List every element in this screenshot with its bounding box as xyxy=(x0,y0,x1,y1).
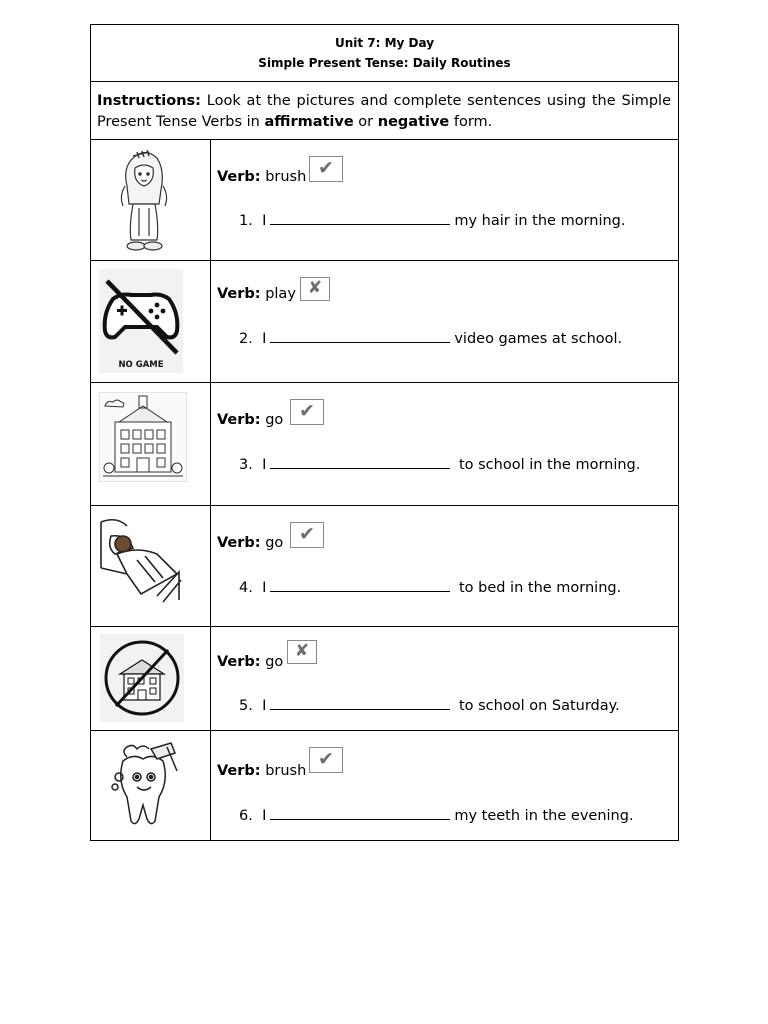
verb-word: play xyxy=(265,286,296,302)
item-number: 1. xyxy=(239,213,253,229)
sentence-subject: I xyxy=(262,808,267,824)
verb-label: Verb: xyxy=(217,169,261,185)
answer-blank[interactable] xyxy=(270,697,450,710)
answer-blank[interactable] xyxy=(270,807,450,820)
sentence xyxy=(239,579,621,596)
verb-label: Verb: xyxy=(217,535,261,551)
instructions-text: Look at the pictures and complete sentences using the Simple Present Tense Verbs in xyxy=(97,93,671,130)
verb-line xyxy=(217,654,283,670)
exercise-row-1 xyxy=(91,140,678,260)
instructions-or: or xyxy=(353,114,378,130)
sentence xyxy=(239,456,640,473)
sentence-subject: I xyxy=(262,698,267,714)
sentence-rest: my hair in the morning. xyxy=(454,213,626,229)
answer-blank[interactable] xyxy=(270,330,450,343)
verb-word: go xyxy=(265,535,284,551)
sentence xyxy=(239,212,626,229)
school-building-icon xyxy=(99,392,187,482)
item-number: 6. xyxy=(239,808,253,824)
exercise-row-4 xyxy=(91,506,678,626)
answer-blank[interactable] xyxy=(270,579,450,592)
instructions-label: Instructions: xyxy=(97,93,201,109)
check-mark-icon: ✔ xyxy=(290,522,324,548)
verb-word: brush xyxy=(265,169,307,185)
picture-no-game xyxy=(91,261,210,382)
affirmative-word: affirmative xyxy=(264,114,354,130)
exercise-row-6 xyxy=(91,731,678,840)
check-mark-icon: ✔ xyxy=(309,156,343,182)
instructions xyxy=(91,82,678,139)
worksheet-header xyxy=(91,25,678,81)
item-number: 2. xyxy=(239,331,253,347)
exercise-row-5 xyxy=(91,627,678,730)
cross-mark-icon: ✘ xyxy=(300,277,330,301)
tooth-brushing-icon xyxy=(107,741,181,831)
exercise-row-3 xyxy=(91,383,678,505)
boy-in-bed-icon xyxy=(97,514,183,604)
verb-label: Verb: xyxy=(217,286,261,302)
sentence-rest: to school in the morning. xyxy=(454,457,641,473)
sentence-rest: to bed in the morning. xyxy=(454,580,622,596)
sentence-rest: video games at school. xyxy=(454,331,623,347)
sentence xyxy=(239,697,620,714)
sentence-rest: my teeth in the evening. xyxy=(454,808,634,824)
verb-word: brush xyxy=(265,763,307,779)
picture-caption: NO GAME xyxy=(118,360,164,370)
sentence-subject: I xyxy=(262,213,267,229)
unit-title: Unit 7: My Day xyxy=(334,36,435,50)
item-number: 5. xyxy=(239,698,253,714)
girl-brushing-hair-icon xyxy=(109,146,179,254)
topic-title: Simple Present Tense: Daily Routines xyxy=(258,56,511,70)
check-mark-icon: ✔ xyxy=(290,399,324,425)
answer-blank[interactable] xyxy=(270,212,450,225)
verb-line xyxy=(217,286,296,302)
worksheet-table xyxy=(90,24,679,841)
verb-label: Verb: xyxy=(217,412,261,428)
sentence xyxy=(239,807,634,824)
verb-label: Verb: xyxy=(217,654,261,670)
sentence-rest: to school on Saturday. xyxy=(454,698,620,714)
sentence-subject: I xyxy=(262,580,267,596)
verb-label: Verb: xyxy=(217,763,261,779)
verb-word: go xyxy=(265,654,284,670)
verb-word: go xyxy=(265,412,284,428)
negative-word: negative xyxy=(377,114,450,130)
no-school-icon xyxy=(100,634,184,722)
sentence xyxy=(239,330,622,347)
picture-school-building xyxy=(91,383,210,505)
verb-line xyxy=(217,412,283,428)
sentence-subject: I xyxy=(262,457,267,473)
sentence-subject: I xyxy=(262,331,267,347)
picture-tooth-brushing xyxy=(91,731,210,840)
answer-blank[interactable] xyxy=(270,456,450,469)
instructions-end: form. xyxy=(449,114,493,130)
verb-line xyxy=(217,535,283,551)
verb-line xyxy=(217,763,306,779)
picture-girl-brushing-hair xyxy=(91,140,210,260)
exercise-row-2 xyxy=(91,261,678,382)
check-mark-icon: ✔ xyxy=(309,747,343,773)
picture-boy-in-bed xyxy=(91,506,210,626)
no-game-icon xyxy=(99,269,183,373)
cross-mark-icon: ✘ xyxy=(287,640,317,664)
picture-no-school xyxy=(91,627,210,730)
verb-line xyxy=(217,169,306,185)
item-number: 4. xyxy=(239,580,253,596)
item-number: 3. xyxy=(239,457,253,473)
